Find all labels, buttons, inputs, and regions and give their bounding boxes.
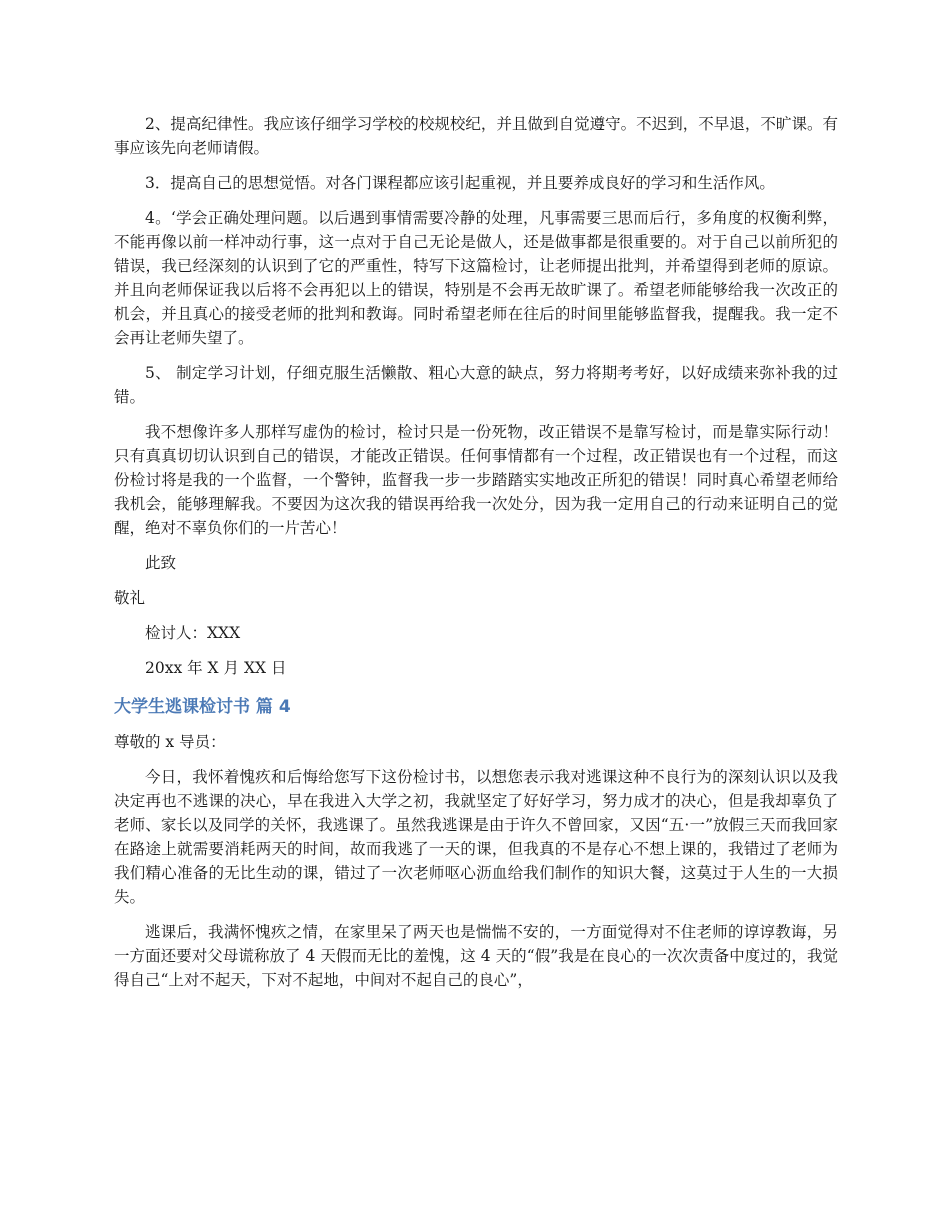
salute-text: 敬礼: [114, 589, 146, 607]
paragraph-item-3: 3．提高自己的思想觉悟。对各门课程都应该引起重视，并且要养成良好的学习和生活作风。: [145, 174, 775, 192]
paragraph-item-4: 4。‘学会正确处理问题。以后遇到事情需要冷静的处理，凡事需要三思而后行，多角度的权衡利弊，不能再像以前一样冲动行事，这一点对于自己无论是做人，还是做事都是很重要的。对于自己以前所犯的错误，我已经深刻的认识到了它的严重性，特写下这篇检讨，让老师提出批判，并希望得到老师的原谅。并且向老师保证我以后将不会再犯以上的错误，特别是不会再无故旷课了。希望老师能够给我一次改正的机会，并且真心的接受老师的批判和教诲。同时希望老师在往后的时间里能够监督我，提醒我。我一定不会再让老师失望了。: [114, 209, 838, 347]
date-line: 20xx 年 X 月 XX 日: [145, 659, 287, 677]
paragraph-item-5: 5、 制定学习计划，仔细克服生活懒散、粗心大意的缺点，努力将期考考好，以好成绩来弥补我的过错。: [114, 364, 838, 406]
paragraph-confession: 今日，我怀着愧疚和后悔给您写下这份检讨书，以想您表示我对逃课这种不良行为的深刻认识以及我决定再也不逃课的决心，早在我进入大学之初，我就坚定了好好学习，努力成才的决心，但是我却辜负了老师、家长以及同学的关怀，我逃课了。虽然我逃课是由于许久不曾回家，又因“五·一”放假三天而我回家在路途上就需要消耗两天的时间，故而我逃了一天的课，但我真的不是存心不想上课的，我错过了老师为我们精心准备的无比生动的课，错过了一次老师呕心沥血给我们制作的知识大餐，这莫过于人生的一大损失。: [114, 768, 838, 906]
closing-text: 此致: [145, 554, 177, 572]
section-heading: 大学生逃课检讨书 篇 4: [114, 697, 291, 717]
signer-line: 检讨人：XXX: [145, 624, 241, 642]
document-page: [114, 112, 838, 1003]
paragraph-resolution: 我不想像许多人那样写虚伪的检讨，检讨只是一份死物，改正错误不是靠写检讨，而是靠实际行动！只有真真切切认识到自己的错误，才能改正错误。任何事情都有一个过程，改正错误也有一个过程，而这份检讨将是我的一个监督，一个警钟，监督我一步一步踏踏实实地改正所犯的错误！同时真心希望老师给我机会，能够理解我。不要因为这次我的错误再给我一次处分，因为我一定用自己的行动来证明自己的觉醒，绝对不辜负你们的一片苦心！: [114, 423, 838, 537]
greeting-line: 尊敬的 x 导员：: [114, 733, 226, 751]
paragraph-item-2: 2、提高纪律性。我应该仔细学习学校的校规校纪，并且做到自觉遵守。不迟到，不早退，不旷课。有事应该先向老师请假。: [114, 115, 838, 157]
paragraph-after-skipping: 逃课后，我满怀愧疚之情，在家里呆了两天也是惴惴不安的，一方面觉得对不住老师的谆谆教诲，另一方面还要对父母谎称放了 4 天假而无比的羞愧，这 4 天的“假”我是在良心的一次次责备中度过的，我觉得自己“上对不起天，下对不起地，中间对不起自己的良心”，: [114, 923, 838, 989]
